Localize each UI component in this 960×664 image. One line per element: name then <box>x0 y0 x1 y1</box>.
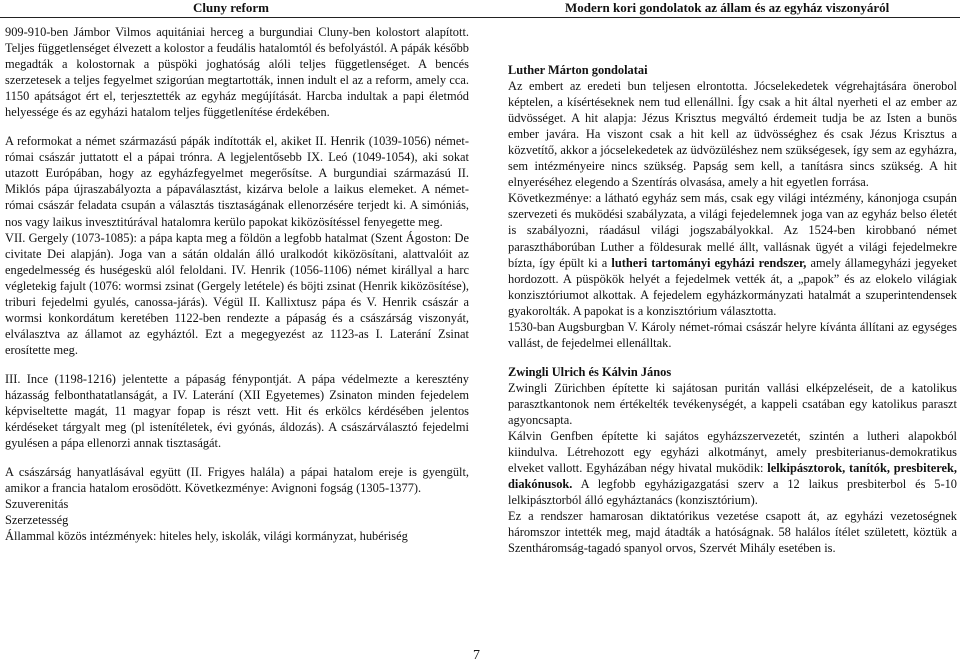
right-column <box>508 62 957 556</box>
heading-zwingli-calvin: Zwingli Ulrich és Kálvin János <box>508 364 672 379</box>
luther-consequence-text-c: amely államegyházi jegyeket hordozott. A püspökök helyét a fejedelmek vették át, a „papok” és az elokelo világiak konzisztóriumot alkottak. A fejedelem egyházkormányzati hatalmát a szuperintendensek gyakorolták. A papokat is a konzisztórium választotta. <box>508 255 957 318</box>
paragraph-luther-doctrine: Az embert az eredeti bun teljesen elrontotta. Jócselekedetek végrehajtására önerobol képtelen, a kísértéseknek nem tud ellenállni. Így csak a hit által nyerheti el az ember az üdvösséget. A hit alapja: Jézus Krisztus megváltó érdemeit tudja be az Isten a bunös ember javára. Ha viszont csak a hit kell az üdvösséghez és csak Jézus Krisztus a közvetítő, akkor a jócselekedetek az üdvözüléshez nem szükségesek, így sem az egyházra, sem intézményeire nincs szükség. Papság sem kell, a tanításra sincs szükség. A hit elnyeréséhez elegendo a Szentírás olvasása, amely a hit egyetlen forrása. <box>508 79 957 190</box>
paragraph-decline: A császárság hanyatlásával együtt (II. Frigyes halála) a pápai hatalom ereje is gyengült, amikor a francia hatalom erosödött. Következménye: Avignoni fogság (1305-1377). <box>5 465 469 496</box>
line-monasticism: Szerzetesség <box>5 513 69 528</box>
paragraph-augsburg: 1530-ban Augsburgban V. Károly német-római császár helyre kívánta állítani az egységes vallást, de fejedelmei ellenálltak. <box>508 319 957 350</box>
page-number: 7 <box>473 648 480 663</box>
paragraph-cluny: 909-910-ben Jámbor Vilmos aquitániai herceg a burgundiai Cluny-ben kolostort alapított. Teljes függetlenséget élvezett a kolostor a feudális hatalomtól és befolyástól. A pápák később megadták a kolostornak a püspöki joghatóság alóli teljes függetlenséget. A bencés szerzetesek a teljes fegyelmet szigorúan megtartották, innen indult el az a reform, amely cca. 1150 apátságot ért el, terjesztették az egyház megújítását. Harcba indultak a papi életmód helyessége és az egyházi hatalom teljes függetlenítése érdekében. <box>5 25 469 120</box>
header-left-title: Cluny reform <box>193 0 269 15</box>
paragraph-reform-popes: A reformokat a német származású pápák indították el, akiket II. Henrik (1039-1056) német-római császár juttatott el a pápai trónra. A legjelentősebb IX. Leó (1049-1054), aki sokat utazott Európában, hogy az egyházfegyelmet megerősítse. A burgundiai származású II. Miklós pápa újraszabályozta a pápaválasztást, kizárva belole a laikus elemeket. A német-római császár feladata csupán a választás tisztaságának ellenorzésére terjedt ki. A simóniás, nos vagy laikus invesztitúrával hatalomra kerülo papokat kiközösítéssel fenyegette meg. <box>5 134 469 229</box>
paragraph-geneva-dictatorship: Ez a rendszer hamarosan diktatórikus vezetése csapott át, az egyházi vezetoségnek háromszor intették meg, majd átadták a hatóságnak. 58 halálos ítélet született, köztük a Szentháromság-tagadó spanyol orvos, Szervét Mihály esetében is. <box>508 509 957 556</box>
paragraph-gregory: VII. Gergely (1073-1085): a pápa kapta meg a földön a legfobb hatalmat (Szent Ágoston: De civitate Dei alapján). Joga van a sátán oldalán álló uralkodót kiközösítani, alattvalóit az engedelmesség és huségeskü alól feloldani. IV. Henrik (1056-1106) német királlyal a harc végletekig fajult (1076: wormsi zsinat (Gergely letétele) és böjti zsinat (Henrik kiközösítése), triburi fejedelmi gyulés, canossa-járás). Végül II. Kallixtusz pápa és V. Henrik császár a wormsi konkordátum keretében 1122-ben rendezte a pápaság és a császárság viszonyát, elválasztva az államot az egyháztól. Ezt a megegyezést az 1123-as I. Laterání Zsinat erosítette meg. <box>5 230 469 357</box>
calvin-text-c: A legfobb egyházigazgatási szerv a 12 laikus presbiterbol és 5-10 lelkipásztorból álló egyháztanács (konzisztórium). <box>508 477 957 508</box>
line-sovereignty: Szuverenitás <box>5 497 69 512</box>
luther-consequence-text-a: Következménye: a látható egyház sem más, csak egy világi intézmény, kánonjoga csupán szervezeti és muködési szabályzata, a világi fejedelemnek joga van az egyház belso életét is szabályozni, ráadásul világi jogszabályokkal. Az 1524-ben kirobbanó német parasztháborúban Luther a földesurak mellé állt, vallásnak ügyét a világi fejedelmekre bízta, így épült ki a <box>508 191 957 270</box>
line-shared-institutions: Állammal közös intézmények: hiteles hely, iskolák, világi kormányzat, hubériség <box>5 529 408 544</box>
calvin-text-a: Kálvin Genfben építette ki sajátos egyházszervezetét, szintén a lutheri alapokból kiindulva. Létrehozott egy egyházi alkotmányt, amely presbiterianus-demokratikus elveket vallott. Egyházában négy hivatal muködik: <box>508 429 957 476</box>
header-rule <box>0 17 960 18</box>
paragraph-luther-consequence <box>508 190 957 318</box>
paragraph-innocent: III. Ince (1198-1216) jelentette a pápaság fénypontját. A pápa védelmezte a keresztény házasság felbonthatatlanságát, a IV. Laterání (XII Egyetemes) Zsinaton minden fejedelem képviseltette magát, 11 magyar fopap is részt vett. Hit és erkölcs kérdésében jelentos kérdéseket tárgyalt meg (pl istenítéletek, évi gyónás, áldozás). A császárválasztó fejedelmi gyulésen a pápa ellenorzi annak tisztaságát. <box>5 371 469 451</box>
left-column <box>5 24 469 544</box>
paragraph-zwingli: Zwingli Zürichben építette ki sajátosan puritán vallási elképzeléseit, de a katolikus parasztkantonok nem értékelték tevékenységét, a kappeli csatában egy katolikus paraszt agyoncsapta. <box>508 380 957 427</box>
heading-luther: Luther Márton gondolatai <box>508 63 648 77</box>
calvin-bold: lelkipásztorok, tanítók, presbiterek, diakónusok. <box>508 461 957 492</box>
header-right-title: Modern kori gondolatok az állam és az egyház viszonyáról <box>565 0 890 15</box>
paragraph-calvin <box>508 428 957 508</box>
luther-consequence-bold: lutheri tartományi egyházi rendszer, <box>611 255 807 270</box>
